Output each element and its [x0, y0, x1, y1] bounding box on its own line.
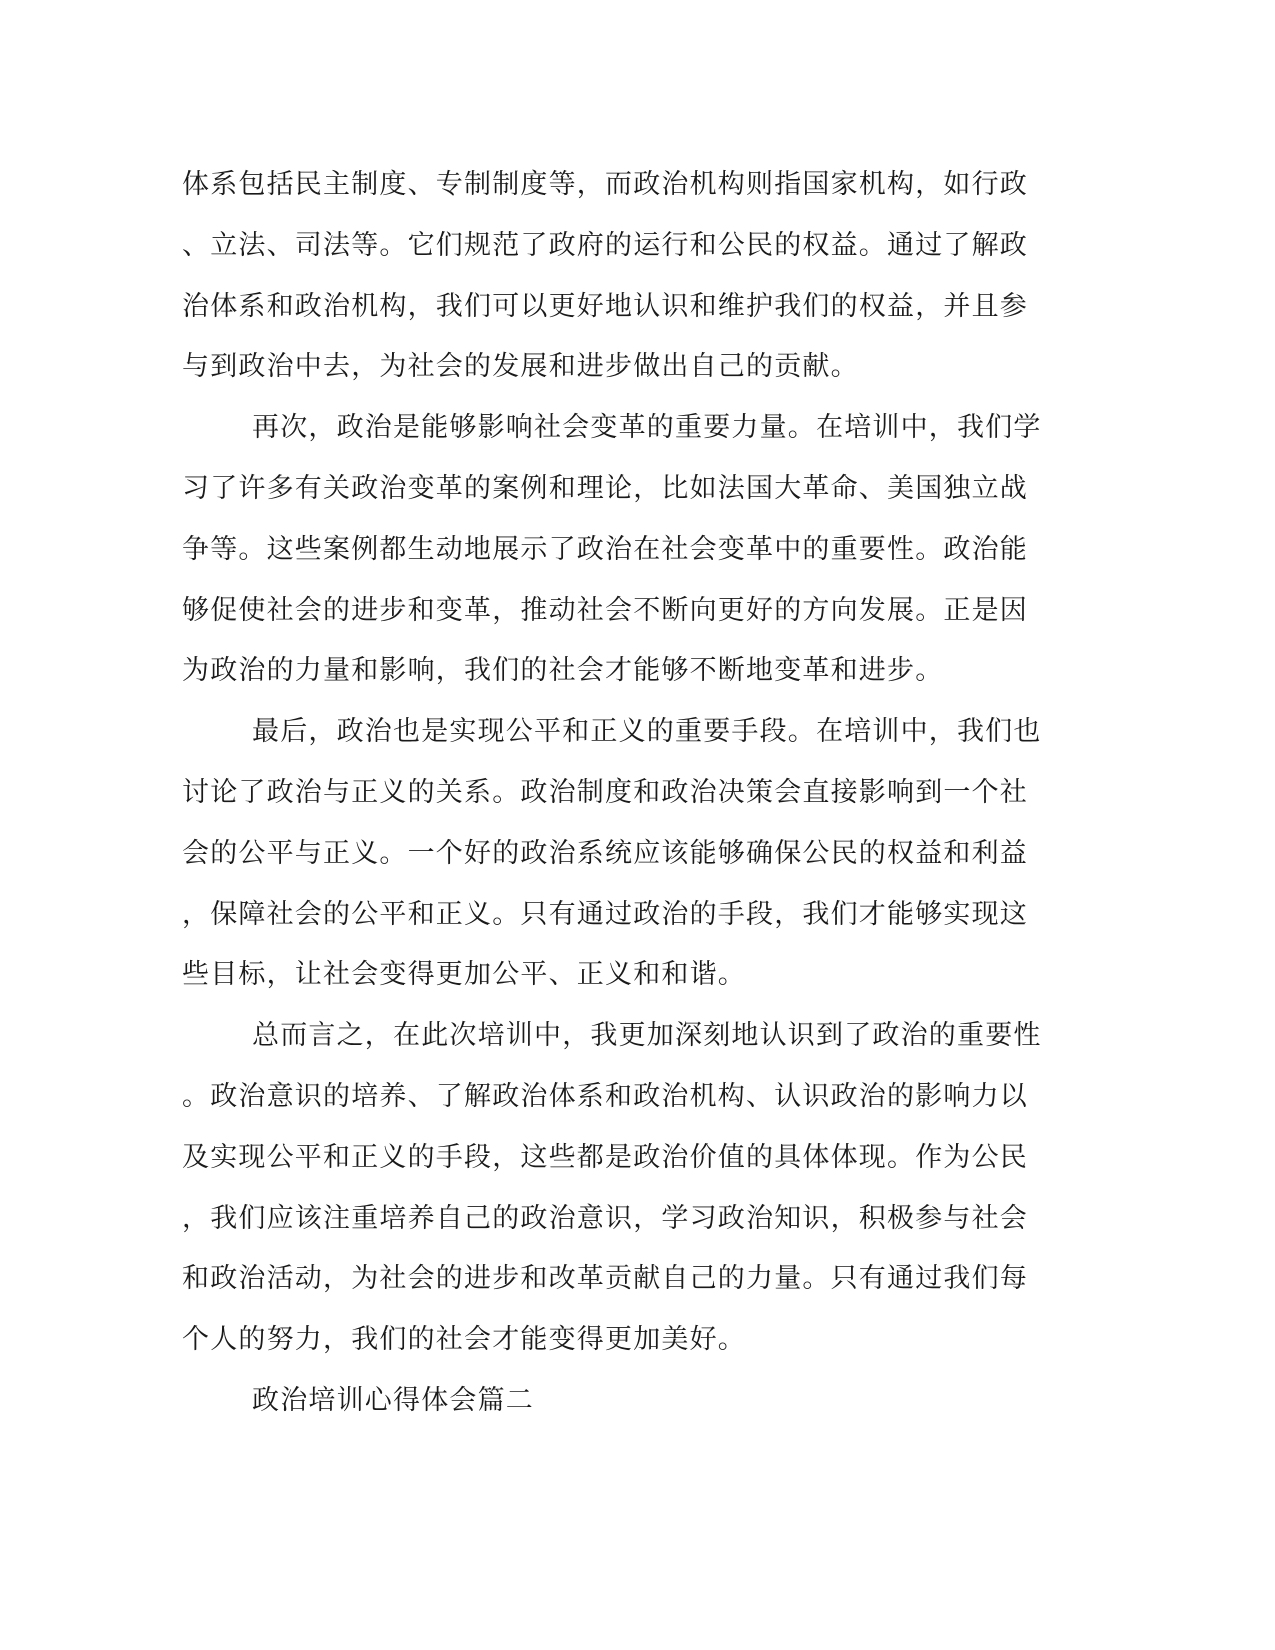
text-line: 习了许多有关政治变革的案例和理论，比如法国大革命、美国独立战 [182, 472, 1028, 504]
section-heading: 政治培训心得体会篇二 [252, 1384, 534, 1416]
text-line: 会的公平与正义。一个好的政治系统应该能够确保公民的权益和利益 [182, 837, 1028, 869]
paragraph-first-line: 再次，政治是能够影响社会变革的重要力量。在培训中，我们学 [252, 412, 1042, 444]
text-line: 争等。这些案例都生动地展示了政治在社会变革中的重要性。政治能 [182, 533, 1028, 565]
text-line: 为政治的力量和影响，我们的社会才能够不断地变革和进步。 [182, 655, 944, 687]
paragraph-first-line: 最后，政治也是实现公平和正义的重要手段。在培训中，我们也 [252, 716, 1042, 748]
text-line: 、立法、司法等。它们规范了政府的运行和公民的权益。通过了解政 [182, 229, 1028, 261]
text-line: 治体系和政治机构，我们可以更好地认识和维护我们的权益，并且参 [182, 290, 1028, 322]
text-line: ，我们应该注重培养自己的政治意识，学习政治知识，积极参与社会 [182, 1202, 1028, 1234]
text-line: 个人的努力，我们的社会才能变得更加美好。 [182, 1324, 746, 1356]
text-line: 。政治意识的培养、了解政治体系和政治机构、认识政治的影响力以 [182, 1080, 1028, 1112]
text-line: 与到政治中去，为社会的发展和进步做出自己的贡献。 [182, 351, 859, 383]
document-body [182, 155, 1042, 1432]
text-line: 够促使社会的进步和变革，推动社会不断向更好的方向发展。正是因 [182, 594, 1028, 626]
text-line: 及实现公平和正义的手段，这些都是政治价值的具体体现。作为公民 [182, 1141, 1028, 1173]
text-line: 些目标，让社会变得更加公平、正义和和谐。 [182, 959, 746, 991]
paragraph-first-line: 总而言之，在此次培训中，我更加深刻地认识到了政治的重要性 [252, 1020, 1042, 1052]
text-line: 和政治活动，为社会的进步和改革贡献自己的力量。只有通过我们每 [182, 1263, 1028, 1295]
text-line: 体系包括民主制度、专制制度等，而政治机构则指国家机构，如行政 [182, 169, 1028, 200]
text-line: 讨论了政治与正义的关系。政治制度和政治决策会直接影响到一个社 [182, 776, 1028, 808]
text-line: ，保障社会的公平和正义。只有通过政治的手段，我们才能够实现这 [182, 898, 1028, 930]
